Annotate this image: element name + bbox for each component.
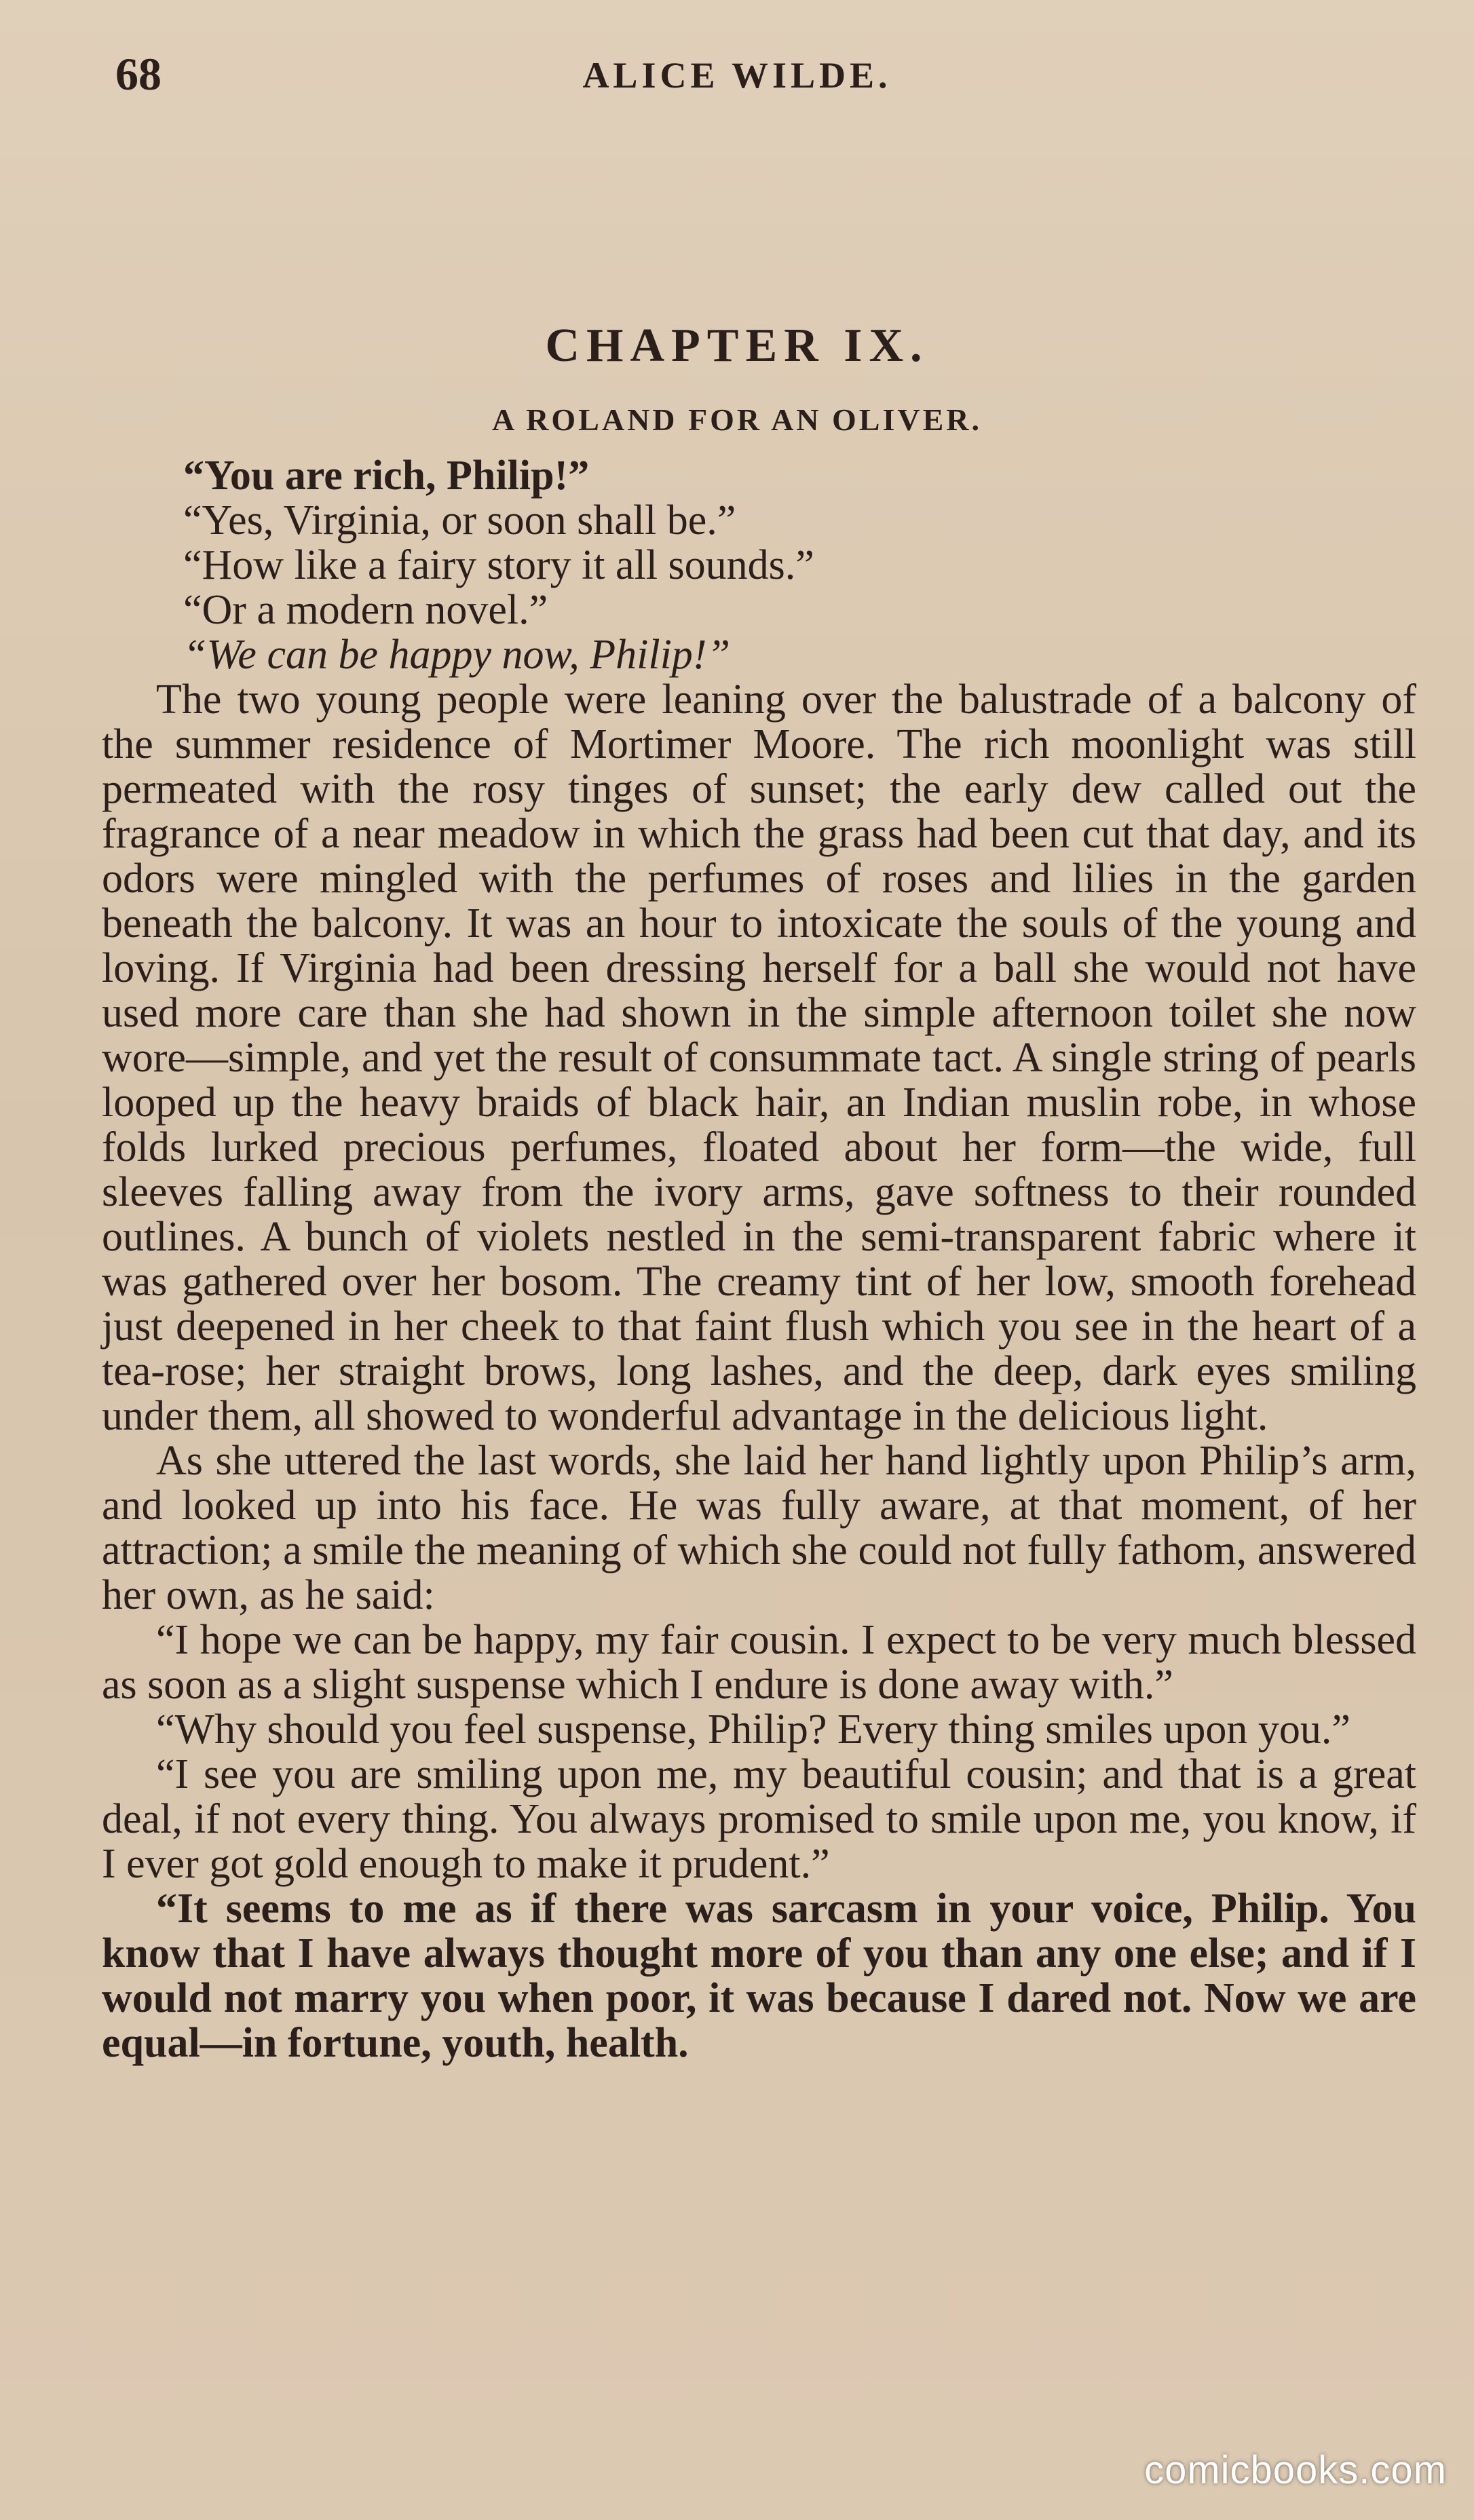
dialogue-line: “We can be happy now, Philip!” — [183, 632, 730, 678]
running-head — [109, 41, 1365, 115]
chapter-subtitle: A ROLAND FOR AN OLIVER. — [491, 402, 982, 437]
dialogue-line: “Yes, Virginia, or soon shall be.” — [183, 497, 736, 543]
dialogue-line: “Or a modern novel.” — [183, 587, 548, 633]
dialogue-line: “You are rich, Philip!” — [183, 453, 590, 499]
dialogue-line: “How like a fairy story it all sounds.” — [183, 542, 814, 588]
paragraph: “Why should you feel suspense, Philip? Every thing smiles upon you.” — [156, 1706, 1350, 1753]
body-text — [102, 453, 1416, 2065]
running-title: ALICE WILDE. — [582, 55, 892, 96]
paragraph: The two young people were leaning over the balustrade of a balcony of the summer residence of Mortimer Moore. The rich moonlight was still permeated with the rosy tinges of sunset; the early dew called out the fragrance of a near meadow in which the grass had been cut that day, and its odors were mingled with the perfumes of roses and lilies in the garden beneath the balcony. It was an hour to intoxicate the souls of the young and loving. If Virginia had been dressing herself for a ball she would not have used more care than she had shown in the simple afternoon toilet she now wore—simple, and yet the result of consummate tact. A single string of pearls looped up the heavy braids of black hair, an Indian muslin robe, in whose folds lurked precious perfumes, floated about her form—the wide, full sleeves falling away from the ivory arms, gave softness to their rounded outlines. A bunch of violets nestled in the semi-transparent fabric where it was gathered over her bosom. The creamy tint of her low, smooth forehead just deepened in her cheek to that faint flush which you see in the heart of a tea-rose; her straight brows, long lashes, and the deep, dark eyes smiling under them, all showed to wonderful advantage in the delicious light. — [102, 676, 1416, 1439]
paragraph: “I hope we can be happy, my fair cousin. I expect to be very much blessed as soon as a slight suspense which I endure is done away with.” — [102, 1617, 1416, 1708]
page-number: 68 — [115, 48, 162, 100]
watermark: comicbooks.com — [1144, 2448, 1447, 2492]
paragraph: As she uttered the last words, she laid her hand lightly upon Philip’s arm, and looked up into his face. He was fully aware, at that moment, of her attraction; a smile the meaning of which she could not fully fathom, answered her own, as he said: — [102, 1438, 1416, 1618]
paragraph: “It seems to me as if there was sarcasm in your voice, Philip. You know that I have always thought more of you than any one else; and if I would not marry you when poor, it was because I dared not. Now we are equal—in fortune, youth, health. — [102, 1886, 1416, 2066]
paragraph: “I see you are smiling upon me, my beautiful cousin; and that is a great deal, if not every thing. You always promised to smile upon me, you know, if I ever got gold enough to make it prudent.” — [102, 1751, 1416, 1887]
chapter-title: CHAPTER IX. — [545, 320, 929, 372]
